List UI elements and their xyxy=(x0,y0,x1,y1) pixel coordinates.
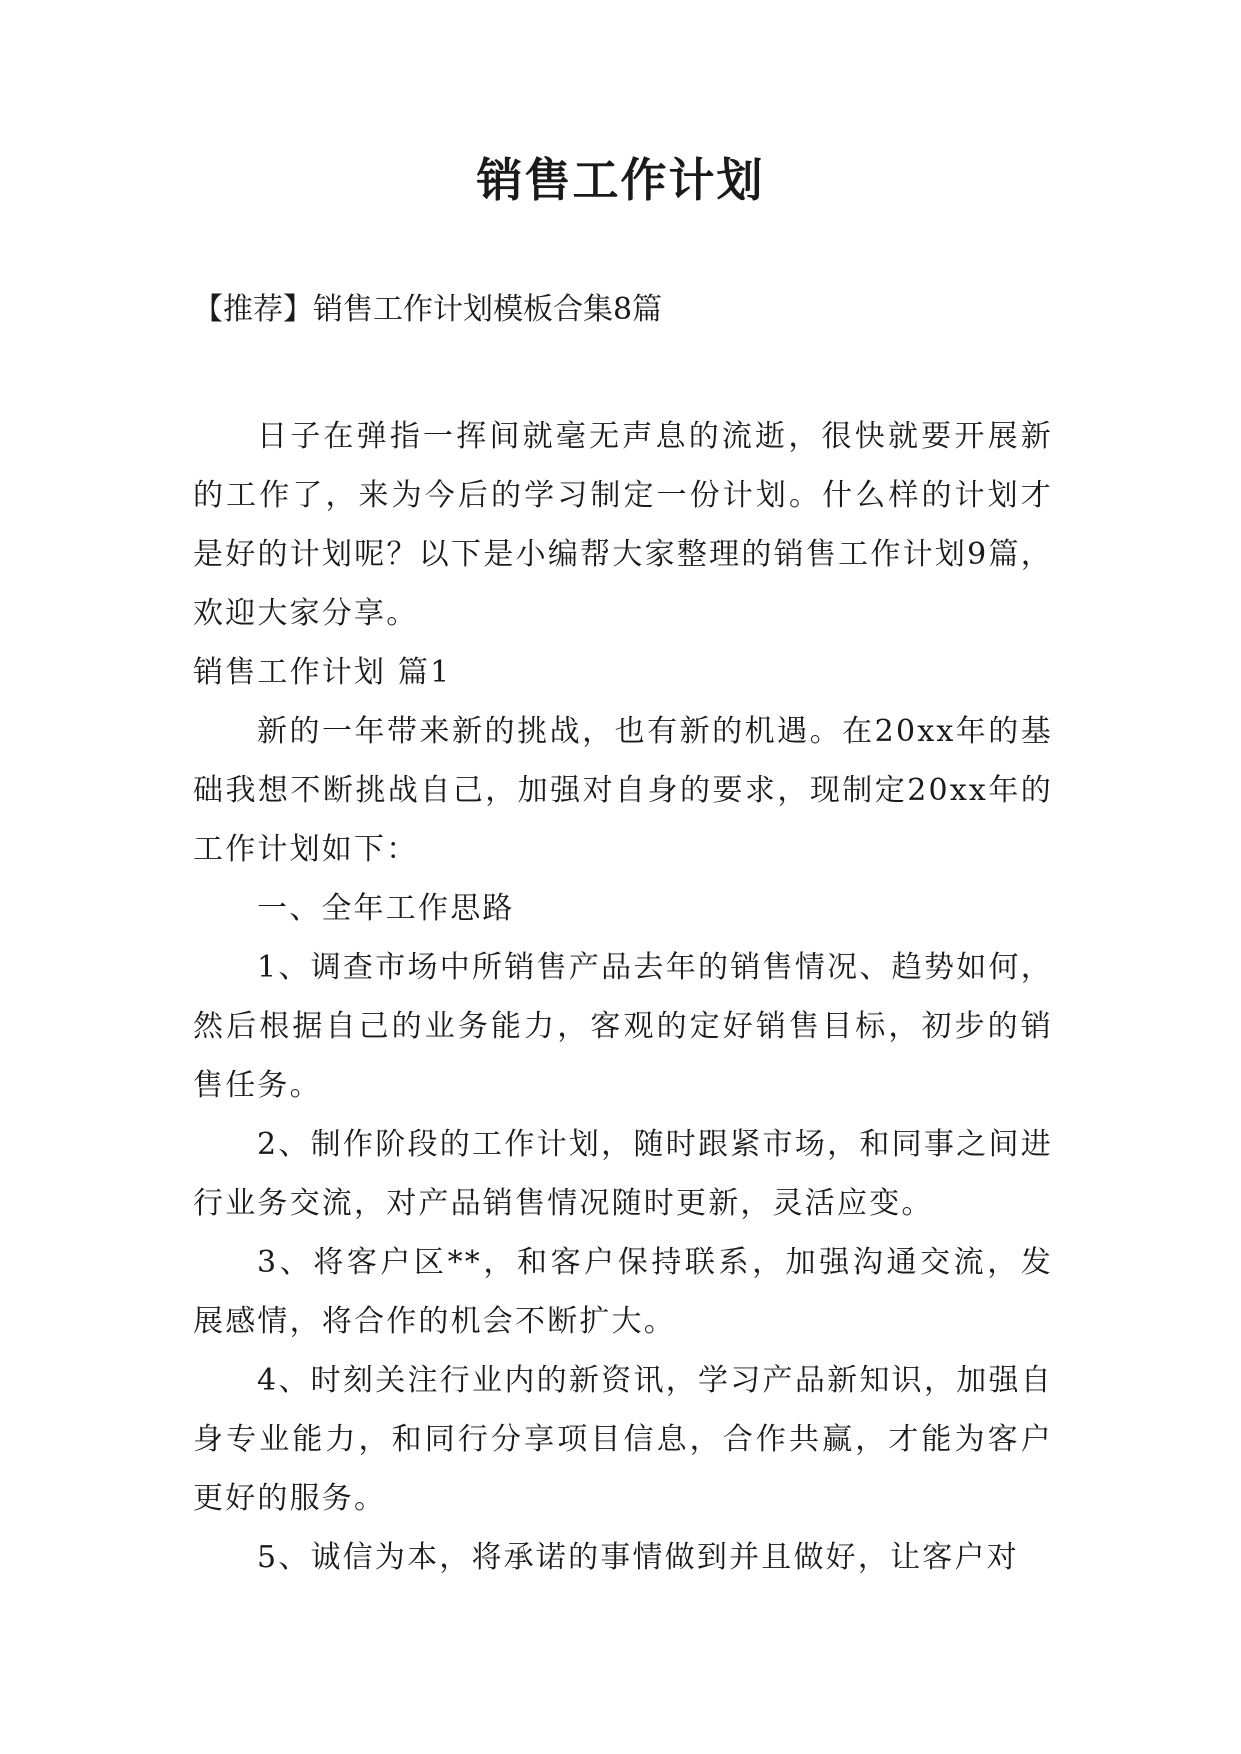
list-paragraph-2: 2、制作阶段的工作计划，随时跟紧市场，和同事之间进行业务交流，对产品销售情况随时更新，灵活应变。 xyxy=(193,1127,1053,1221)
list-paragraph-5: 5、诚信为本，将承诺的事情做到并且做好，让客户对 xyxy=(257,1540,1019,1575)
list-paragraph-3: 3、将客户区**，和客户保持联系，加强沟通交流，发展感情，将合作的机会不断扩大。 xyxy=(193,1245,1053,1339)
body-paragraph: 新的一年带来新的挑战，也有新的机遇。在20xx年的基础我想不断挑战自己，加强对自身的要求，现制定20xx年的工作计划如下： xyxy=(193,714,1053,867)
list-paragraph-4: 4、时刻关注行业内的新资讯，学习产品新知识，加强自身专业能力，和同行分享项目信息，合作共赢，才能为客户更好的服务。 xyxy=(193,1363,1053,1516)
page-title: 销售工作计划 xyxy=(476,153,765,207)
section-heading: 销售工作计划 篇1 xyxy=(193,655,452,690)
intro-paragraph: 日子在弹指一挥间就毫无声息的流逝，很快就要开展新的工作了，来为今后的学习制定一份计划。什么样的计划才是好的计划呢？以下是小编帮大家整理的销售工作计划9篇，欢迎大家分享。 xyxy=(193,419,1053,631)
document-subtitle: 【推荐】销售工作计划模板合集8篇 xyxy=(193,292,663,327)
document-body xyxy=(193,407,1053,1587)
list-paragraph-1: 1、调查市场中所销售产品去年的销售情况、趋势如何，然后根据自己的业务能力，客观的定好销售目标，初步的销售任务。 xyxy=(193,950,1053,1103)
subsection-heading: 一、全年工作思路 xyxy=(257,891,515,926)
